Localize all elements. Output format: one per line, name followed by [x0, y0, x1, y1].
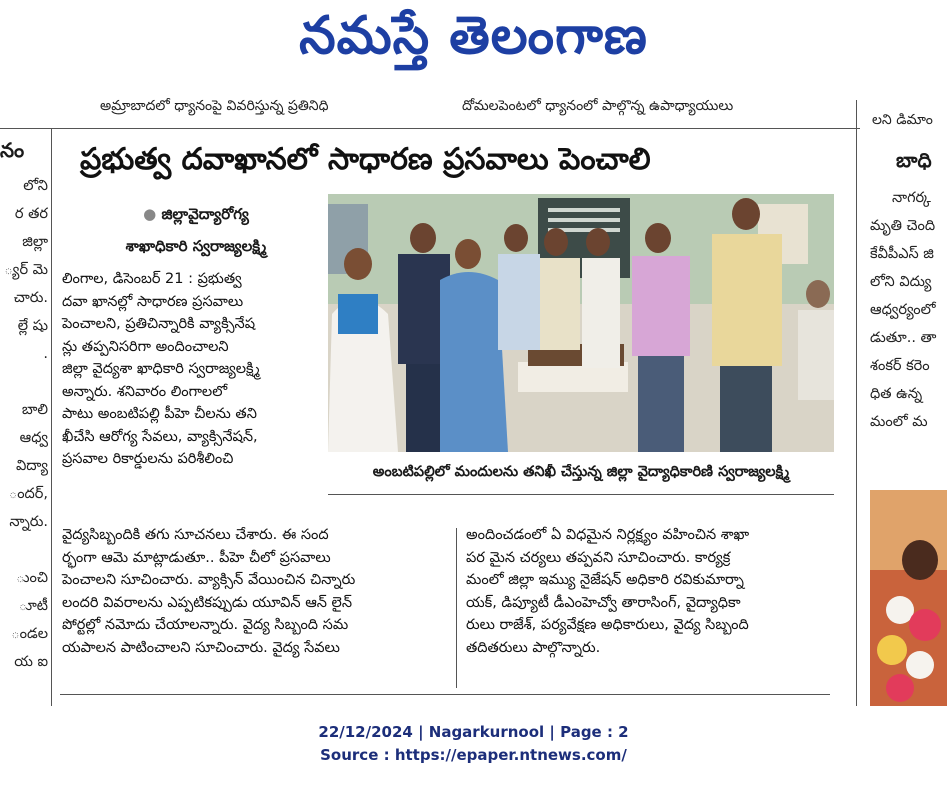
byline [76, 198, 316, 262]
col1-line: లింగాల, డిసెంబర్ 21 : ప్రభుత్వ [62, 271, 242, 287]
bullet-icon: ● [143, 205, 162, 223]
col2-line: అందించడంలో ఏ విధమైన నిర్లక్ష్యం వహించిన శాఖా [466, 527, 750, 543]
rule-caption [328, 494, 834, 495]
left-line: చారు. [13, 290, 48, 306]
right-line: లోని విద్యు [870, 274, 932, 290]
left-line: ర తర [14, 206, 48, 222]
col1-line: పెంచాలని, ప్రతిచిన్నారికి వ్యాక్సినేష [62, 316, 256, 332]
col2-line: రులు రాజేశ్, పర్యవేక్షణ అధికారులు, వైద్య సిబ్బంది [466, 617, 749, 633]
left-line: ఆధ్వ [19, 430, 48, 446]
footer-source: Source : https://epaper.ntnews.com/ [320, 746, 627, 764]
cutline-right: దోమలపెంటలో ధ్యానంలో పాల్గొన్న ఉపాధ్యాయులు [462, 98, 734, 114]
byline-line2: శాఖాధికారి స్వరాజ్యలక్ష్మి [125, 237, 267, 255]
col1b-line: పోర్టల్లో నమోదు చేయాలన్నారు. వైద్య సిబ్బంది సమ [62, 617, 349, 633]
col1-line: న్లు తప్పనిసరిగా అందించాలని [62, 338, 229, 355]
rule-bottom [60, 694, 830, 695]
right-line: డుతూ.. తా [870, 330, 937, 346]
rule-top [0, 128, 860, 129]
masthead [0, 0, 947, 90]
col1-line: అన్నారు. శనివారం లింగాలలో [62, 383, 228, 400]
article-col1b [62, 524, 446, 659]
right-photo [870, 490, 947, 706]
left-column-text [0, 172, 48, 676]
newspaper-logo: నమస్తే తెలంగాణ [299, 6, 648, 66]
footer-date-edition: 22/12/2024 | Nagarkurnool | Page : 2 [318, 723, 629, 741]
col1b-line: యపాలన పాటించాలని సూచించారు. వైద్య సేవలు [62, 639, 340, 656]
right-line: మృతి చెంది [870, 218, 936, 234]
col1-line: పాటు అంబటిపల్లి పీహె చీలను తని [62, 406, 257, 422]
left-line: . [43, 346, 48, 362]
col2-line: పర మైన చర్యలు తప్పవని సూచించారు. కార్యక్ర [466, 549, 731, 566]
left-line: ందర్, [8, 486, 48, 502]
col1b-line: ర్భంగా ఆమె మాట్లాడుతూ.. పీహె చీలో ప్రసవాలు [62, 549, 331, 566]
photo-caption: అంబటిపల్లిలో మందులను తనిఖీ చేస్తున్న జిల్లా వైద్యాధికారిణి స్వరాజ్యలక్ష్మి [372, 464, 790, 480]
cutline-far-right: లని డిమాం [872, 112, 933, 128]
rule-right [856, 100, 857, 706]
right-line: శంకర్ కరెం [870, 358, 930, 374]
left-line: ండల [11, 626, 48, 642]
right-column-heading: బాధి [896, 148, 932, 172]
left-line: ్యర్ మె [4, 262, 48, 278]
byline-line1: ● జిల్లావైద్యారోగ్య [143, 205, 249, 223]
left-line: న్నారు. [9, 514, 48, 530]
article-col1 [62, 268, 318, 471]
left-line: ల్లే షు [17, 318, 48, 334]
left-line: ుంచి [16, 570, 48, 586]
col1b-line: లందరి వివరాలను ఎప్పటికప్పుడు యూవిన్ ఆన్ లైన్ [62, 594, 353, 611]
col1b-line: పెంచాలని సూచించారు. వ్యాక్సిన్ వేయించిన చిన్నారు [62, 572, 356, 588]
left-line: బాలి [21, 402, 48, 418]
right-column-text [870, 184, 947, 436]
col1b-line: వైద్యసిబ్బందికి తగు సూచనలు చేశారు. ఈ సంద [62, 527, 329, 543]
col1-line: జిల్లా వైద్యశా ఖాధికారి స్వరాజ్యలక్ష్మి [62, 361, 260, 377]
col1-line: దవా ఖానల్లో సాధారణ ప్రసవాలు [62, 293, 244, 310]
col2-line: యక్, డిప్యూటీ డీఎంహెచ్వో తారాసింగ్, వైద్యాధికా [466, 594, 741, 611]
article-photo [328, 194, 834, 452]
right-line: నాగర్క [892, 190, 931, 206]
right-line: మంలో మ [870, 414, 928, 430]
col2-line: మంలో జిల్లా ఇమ్యు నైజేషన్ అధికారి రవికుమార్నా [466, 572, 744, 588]
right-photo-illustration [870, 490, 947, 706]
left-line [0, 368, 48, 396]
left-line: జిల్లా [22, 234, 48, 250]
left-line [0, 536, 48, 564]
rule-left [51, 128, 52, 706]
right-line: ధిత ఉన్న [870, 386, 923, 402]
right-line: ఆధ్వర్యంలో [870, 302, 936, 318]
article-col2 [466, 524, 832, 659]
col1-line: ఖీచేసి ఆరోగ్య సేవలు, వ్యాక్సినేషన్, [62, 428, 258, 445]
left-line: విద్యా [15, 458, 48, 474]
right-line: కేవీపీఎస్ జి [870, 246, 934, 262]
cutline-left: అమ్రాబాదలో ధ్యానంపై వివరిస్తున్న ప్రతినిధి [100, 98, 329, 114]
article-headline: ప్రభుత్వ దవాఖానలో సాధారణ ప్రసవాలు పెంచాలి [80, 142, 651, 177]
left-line: య ఐ [14, 654, 48, 670]
left-line: లోని [23, 178, 48, 194]
left-line: ూటీ [18, 598, 48, 614]
col2-line: తదితరులు పాల్గొన్నారు. [466, 639, 601, 656]
rule-columns [456, 528, 457, 688]
left-column-heading: నం [0, 138, 25, 162]
photo-illustration [328, 194, 834, 452]
col1-line: ప్రసవాల రికార్డులను పరిశీలించి [62, 451, 234, 467]
